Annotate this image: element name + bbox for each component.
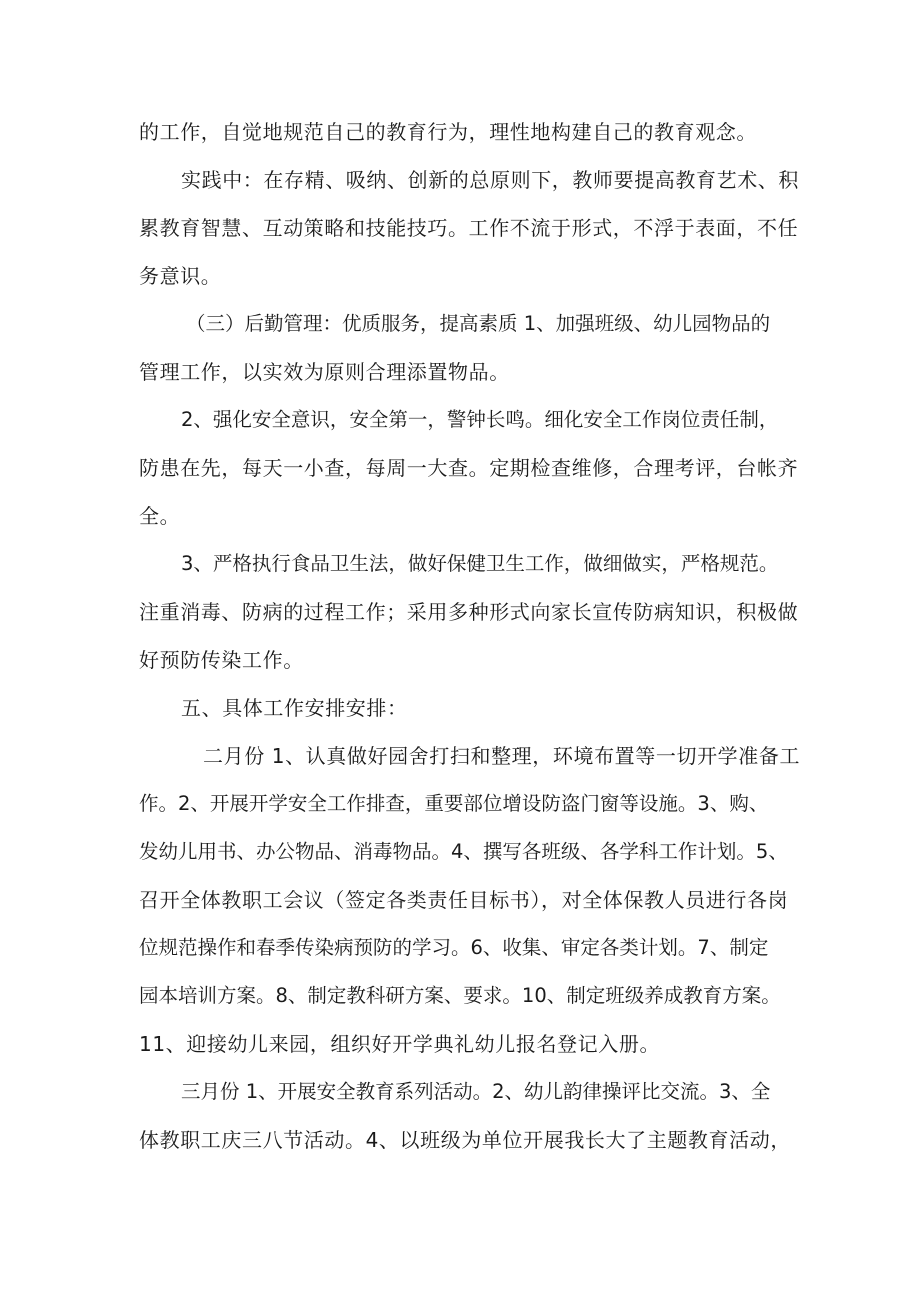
text-line: 全。 (139, 504, 181, 528)
text-line: 好预防传染工作。 (139, 648, 304, 672)
text-line: 防患在先，每天一小查，每周一大查。定期检查维修，合理考评，台帐齐 (139, 456, 799, 480)
text-line: 管理工作，以实效为原则合理添置物品。 (139, 360, 510, 384)
text-line: 召开全体教职工会议（签定各类责任目标书），对全体保教人员进行各岗 (139, 888, 789, 912)
text-line: （三）后勤管理：优质服务，提高素质 1、加强班级、幼儿园物品的 (186, 312, 771, 335)
text-line: 注重消毒、防病的过程工作；采用多种形式向家长宣传防病知识，积极做 (139, 600, 799, 624)
text-line: 作。2、开展开学安全工作排查，重要部位增设防盗门窗等设施。3、购、 (139, 792, 769, 815)
text-line: 务意识。 (139, 264, 222, 288)
text-line: 位规范操作和春季传染病预防的学习。6、收集、审定各类计划。7、制定 (139, 936, 769, 959)
text-line: 11、迎接幼儿来园，组织好开学典礼幼儿报名登记入册。 (139, 1032, 661, 1056)
text-line: 园本培训方案。8、制定教科研方案、要求。10、制定班级养成教育方案。 (139, 984, 781, 1007)
text-line: 3、严格执行食品卫生法，做好保健卫生工作，做细做实，严格规范。 (181, 552, 779, 575)
text-line: 体教职工庆三八节活动。4、以班级为单位开展我长大了主题教育活动， (139, 1128, 791, 1152)
text-line: 累教育智慧、互动策略和技能技巧。工作不流于形式，不浮于表面，不任 (139, 216, 799, 240)
section-heading: 五、具体工作安排安排： (181, 696, 408, 720)
text-line: 的工作，自觉地规范自己的教育行为，理性地构建自己的教育观念。 (139, 120, 757, 144)
text-line: 2、强化安全意识，安全第一，警钟长鸣。细化安全工作岗位责任制， (181, 408, 779, 431)
text-line: 发幼儿用书、办公物品、消毒物品。4、撰写各班级、各学科工作计划。5、 (139, 840, 788, 863)
text-line: 三月份 1、开展安全教育系列活动。2、幼儿韵律操评比交流。3、全 (181, 1080, 771, 1103)
text-line: 二月份 1、认真做好园舍打扫和整理，环境布置等一切开学准备工 (203, 744, 801, 768)
text-line: 实践中：在存精、吸纳、创新的总原则下，教师要提高教育艺术、积 (181, 168, 799, 192)
